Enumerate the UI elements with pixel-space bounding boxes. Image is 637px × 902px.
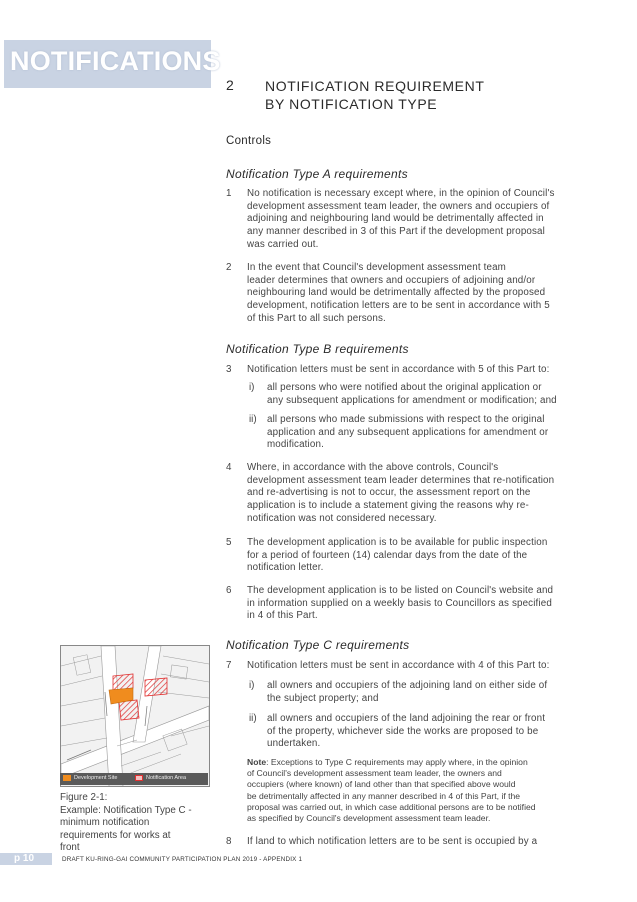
text-line: application and any subsequent applications for amendment or [267,426,549,438]
note-block [247,757,587,824]
text-line: undertaken. [267,738,321,750]
sub-item-number: i) [249,382,255,393]
type-b-item-5 [247,537,547,575]
text-line: The development application is to be available for public inspection [247,537,548,548]
text-line: in information supplied on a weekly basis to Councillors as specified [247,597,552,609]
text-line: adjoining and neighbouring land would be detrimentally affected in [247,213,544,225]
text-line: development assessment team leader determines that re-notification [247,474,555,486]
type-a-item-1 [247,188,555,252]
text-line: development, notification letters are to be sent in accordance with 5 [247,300,550,312]
type-c-sub-ii [267,713,545,751]
text-line: all persons who were notified about the original application or [267,382,542,393]
type-c-sub-i [267,680,547,705]
text-line: leader determines that owners and occupiers of adjoining and/or [247,274,536,286]
item-number: 7 [226,660,232,671]
section-title-line2: BY NOTIFICATION TYPE [265,96,438,112]
note-line: Note: Exceptions to Type C requirements may apply where, in the opinion [247,757,528,767]
legend-notification-swatch [135,775,143,781]
text-line: Notification letters must be sent in accordance with 4 of this Part to: [247,660,550,671]
text-line: any manner described in 3 of this Part if the development proposal [247,226,545,238]
text-line: In the event that Council's development assessment team [247,262,506,273]
text-line: Notification letters must be sent in accordance with 5 of this Part to: [247,364,550,375]
text-line: was carried out. [247,238,319,250]
text-line: modification. [267,439,324,451]
caption-line: requirements for works at [60,829,171,841]
section-title-line1: NOTIFICATION REQUIREMENT [265,78,485,94]
item-number: 2 [226,262,232,273]
type-b-item-6 [247,585,553,623]
notification-area [119,700,139,720]
type-c-item-7 [247,660,550,673]
footer-title: DRAFT KU-RING-GAI COMMUNITY PARTICIPATION PLAN 2019 - APPENDIX 1 [62,856,303,863]
text-line: and re-advertising is not to occur, the assessment report on the [247,487,531,499]
item-number: 3 [226,364,232,375]
type-a-item-2 [247,262,550,326]
text-line: No notification is necessary except where, in the opinion of Council's [247,188,555,199]
note-label: Note [247,757,267,767]
type-b-sub-i [267,382,557,407]
note-line: be detrimentally affected in any manner described in 4 of this Part, if the [247,790,521,801]
notification-area [113,674,133,690]
legend-notification-label: Notification Area [146,775,187,781]
section-number: 2 [226,77,235,93]
text-line: all persons who made submissions with respect to the original [267,414,545,425]
text-line: for a period of fourteen (14) calendar days from the date of the [247,549,528,561]
type-b-heading: Notification Type B requirements [226,342,409,356]
type-a-heading: Notification Type A requirements [226,167,408,181]
controls-heading: Controls [226,135,272,147]
text-line: of the property, whichever side the works are proposed to be [267,725,539,737]
type-b-sub-ii [267,414,548,452]
text-line: The development application is to be listed on Council's website and [247,585,554,596]
text-line: application is to include a statement giving the reasons why re- [247,500,529,512]
page-number: p 10 [14,853,35,864]
sub-item-number: ii) [249,713,257,724]
text-line: in 4 of this Part. [247,610,318,622]
sub-item-number: ii) [249,414,257,425]
text-line: notification was not considered necessary. [247,512,437,524]
notification-area [145,678,167,696]
banner-title: NOTIFICATIONS [10,46,221,76]
text-line: notification letter. [247,562,324,574]
type-b-item-3 [247,364,550,377]
text-line: of this Part to all such persons. [247,312,386,324]
caption-line: front [60,842,80,853]
caption-line: minimum notification [60,817,150,828]
note-line: proposal was carried out, in which case additional persons are to be notified [247,801,536,812]
text-line: Where, in accordance with the above controls, Council's [247,462,499,473]
map-drawing [61,646,209,786]
legend-development-label: Development Site [74,775,118,781]
item-number: 4 [226,462,232,473]
text-line: the subject property; and [267,692,379,704]
type-b-item-4 [247,462,554,526]
caption-line: Figure 2-1: [60,792,108,803]
item-number: 1 [226,188,232,199]
item-number: 5 [226,537,232,548]
text-line: neighbouring land would be detrimentally affected by the proposed [247,287,546,299]
type-c-heading: Notification Type C requirements [226,638,410,652]
note-line: as specified by Council's development assessment team leader. [247,813,491,824]
note-line: of Council's development assessment team leader, the owners and [247,768,502,779]
item-number: 8 [226,836,232,847]
section-title [265,77,484,113]
figure-caption [60,792,220,855]
figure-site-map [60,645,210,787]
note-line: occupiers (where known) of land other than that specified above would [247,779,516,790]
text-line: all owners and occupiers of the adjoining land on either side of [267,680,548,691]
text-line: development assessment team leader, the owners and occupiers of [247,200,550,212]
legend-development-swatch [63,775,71,781]
item-number: 6 [226,585,232,596]
sub-item-number: i) [249,680,255,691]
text-line: all owners and occupiers of the land adjoining the rear or front [267,713,546,724]
type-c-item-8: If land to which notification letters are to be sent is occupied by a [247,836,538,847]
caption-line: Example: Notification Type C - [60,804,192,816]
text-line: any subsequent applications for amendment or modification; and [267,394,557,406]
